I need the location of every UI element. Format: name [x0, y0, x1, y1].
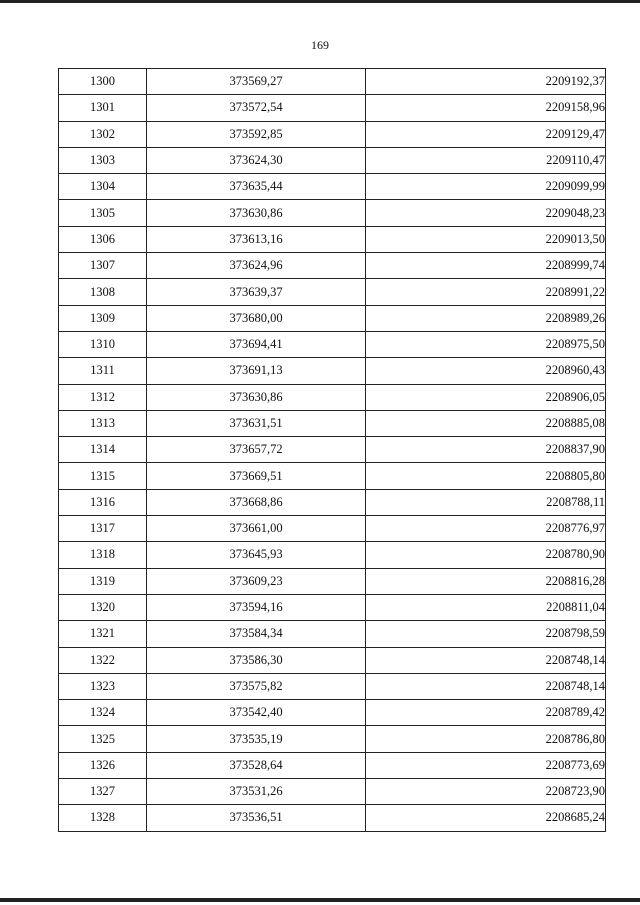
- table-row: [59, 489, 606, 515]
- y-coordinate-cell: 2208723,90: [366, 779, 606, 805]
- point-number-cell: 1312: [59, 384, 147, 410]
- top-border-line: [0, 0, 640, 3]
- x-coordinate-cell: 373528,64: [147, 752, 366, 778]
- point-number-cell: 1323: [59, 673, 147, 699]
- table-row: [59, 384, 606, 410]
- point-number-cell: 1316: [59, 489, 147, 515]
- x-coordinate-cell: 373680,00: [147, 305, 366, 331]
- point-number-cell: 1304: [59, 174, 147, 200]
- table-row: [59, 726, 606, 752]
- bottom-border-line: [0, 898, 640, 902]
- x-coordinate-cell: 373592,85: [147, 121, 366, 147]
- point-number-cell: 1306: [59, 226, 147, 252]
- point-number-cell: 1320: [59, 594, 147, 620]
- point-number-cell: 1315: [59, 463, 147, 489]
- table-row: [59, 69, 606, 95]
- y-coordinate-cell: 2209129,47: [366, 121, 606, 147]
- y-coordinate-cell: 2208885,08: [366, 410, 606, 436]
- x-coordinate-cell: 373584,34: [147, 621, 366, 647]
- x-coordinate-cell: 373694,41: [147, 331, 366, 357]
- point-number-cell: 1301: [59, 95, 147, 121]
- y-coordinate-cell: 2208786,80: [366, 726, 606, 752]
- y-coordinate-cell: 2208999,74: [366, 253, 606, 279]
- table-row: [59, 805, 606, 831]
- table-row: [59, 673, 606, 699]
- point-number-cell: 1308: [59, 279, 147, 305]
- table-row: [59, 331, 606, 357]
- table-row: [59, 437, 606, 463]
- x-coordinate-cell: 373536,51: [147, 805, 366, 831]
- x-coordinate-cell: 373569,27: [147, 69, 366, 95]
- table-row: [59, 752, 606, 778]
- y-coordinate-cell: 2208776,97: [366, 516, 606, 542]
- page-number: 169: [311, 38, 329, 52]
- table-row: [59, 463, 606, 489]
- y-coordinate-cell: 2209158,96: [366, 95, 606, 121]
- y-coordinate-cell: 2208816,28: [366, 568, 606, 594]
- x-coordinate-cell: 373586,30: [147, 647, 366, 673]
- x-coordinate-cell: 373535,19: [147, 726, 366, 752]
- point-number-cell: 1317: [59, 516, 147, 542]
- y-coordinate-cell: 2209099,99: [366, 174, 606, 200]
- x-coordinate-cell: 373635,44: [147, 174, 366, 200]
- table-row: [59, 779, 606, 805]
- x-coordinate-cell: 373609,23: [147, 568, 366, 594]
- coordinates-table: [58, 68, 606, 832]
- y-coordinate-cell: 2208960,43: [366, 358, 606, 384]
- x-coordinate-cell: 373613,16: [147, 226, 366, 252]
- point-number-cell: 1325: [59, 726, 147, 752]
- point-number-cell: 1305: [59, 200, 147, 226]
- table-row: [59, 568, 606, 594]
- y-coordinate-cell: 2208798,59: [366, 621, 606, 647]
- y-coordinate-cell: 2209048,23: [366, 200, 606, 226]
- y-coordinate-cell: 2208811,04: [366, 594, 606, 620]
- table-row: [59, 410, 606, 436]
- table-row: [59, 147, 606, 173]
- y-coordinate-cell: 2208748,14: [366, 647, 606, 673]
- x-coordinate-cell: 373669,51: [147, 463, 366, 489]
- point-number-cell: 1302: [59, 121, 147, 147]
- y-coordinate-cell: 2208991,22: [366, 279, 606, 305]
- point-number-cell: 1300: [59, 69, 147, 95]
- point-number-cell: 1326: [59, 752, 147, 778]
- y-coordinate-cell: 2208748,14: [366, 673, 606, 699]
- point-number-cell: 1328: [59, 805, 147, 831]
- point-number-cell: 1322: [59, 647, 147, 673]
- x-coordinate-cell: 373691,13: [147, 358, 366, 384]
- table-row: [59, 647, 606, 673]
- x-coordinate-cell: 373575,82: [147, 673, 366, 699]
- x-coordinate-cell: 373630,86: [147, 200, 366, 226]
- coordinates-table-body: [59, 69, 606, 832]
- table-row: [59, 226, 606, 252]
- y-coordinate-cell: 2209192,37: [366, 69, 606, 95]
- point-number-cell: 1327: [59, 779, 147, 805]
- y-coordinate-cell: 2208989,26: [366, 305, 606, 331]
- point-number-cell: 1307: [59, 253, 147, 279]
- table-row: [59, 95, 606, 121]
- y-coordinate-cell: 2208685,24: [366, 805, 606, 831]
- point-number-cell: 1314: [59, 437, 147, 463]
- y-coordinate-cell: 2208788,11: [366, 489, 606, 515]
- x-coordinate-cell: 373594,16: [147, 594, 366, 620]
- x-coordinate-cell: 373531,26: [147, 779, 366, 805]
- point-number-cell: 1318: [59, 542, 147, 568]
- y-coordinate-cell: 2208805,80: [366, 463, 606, 489]
- table-row: [59, 594, 606, 620]
- x-coordinate-cell: 373624,96: [147, 253, 366, 279]
- x-coordinate-cell: 373630,86: [147, 384, 366, 410]
- table-row: [59, 700, 606, 726]
- x-coordinate-cell: 373639,37: [147, 279, 366, 305]
- x-coordinate-cell: 373661,00: [147, 516, 366, 542]
- point-number-cell: 1309: [59, 305, 147, 331]
- y-coordinate-cell: 2208789,42: [366, 700, 606, 726]
- point-number-cell: 1313: [59, 410, 147, 436]
- table-row: [59, 358, 606, 384]
- table-row: [59, 200, 606, 226]
- y-coordinate-cell: 2209110,47: [366, 147, 606, 173]
- table-row: [59, 253, 606, 279]
- y-coordinate-cell: 2208906,05: [366, 384, 606, 410]
- x-coordinate-cell: 373668,86: [147, 489, 366, 515]
- point-number-cell: 1324: [59, 700, 147, 726]
- y-coordinate-cell: 2208975,50: [366, 331, 606, 357]
- y-coordinate-cell: 2208773,69: [366, 752, 606, 778]
- x-coordinate-cell: 373542,40: [147, 700, 366, 726]
- table-row: [59, 516, 606, 542]
- table-row: [59, 621, 606, 647]
- y-coordinate-cell: 2208837,90: [366, 437, 606, 463]
- point-number-cell: 1311: [59, 358, 147, 384]
- point-number-cell: 1321: [59, 621, 147, 647]
- x-coordinate-cell: 373657,72: [147, 437, 366, 463]
- table-row: [59, 174, 606, 200]
- table-row: [59, 279, 606, 305]
- y-coordinate-cell: 2209013,50: [366, 226, 606, 252]
- x-coordinate-cell: 373624,30: [147, 147, 366, 173]
- table-row: [59, 121, 606, 147]
- x-coordinate-cell: 373572,54: [147, 95, 366, 121]
- y-coordinate-cell: 2208780,90: [366, 542, 606, 568]
- x-coordinate-cell: 373645,93: [147, 542, 366, 568]
- table-row: [59, 542, 606, 568]
- table-row: [59, 305, 606, 331]
- point-number-cell: 1303: [59, 147, 147, 173]
- point-number-cell: 1319: [59, 568, 147, 594]
- point-number-cell: 1310: [59, 331, 147, 357]
- x-coordinate-cell: 373631,51: [147, 410, 366, 436]
